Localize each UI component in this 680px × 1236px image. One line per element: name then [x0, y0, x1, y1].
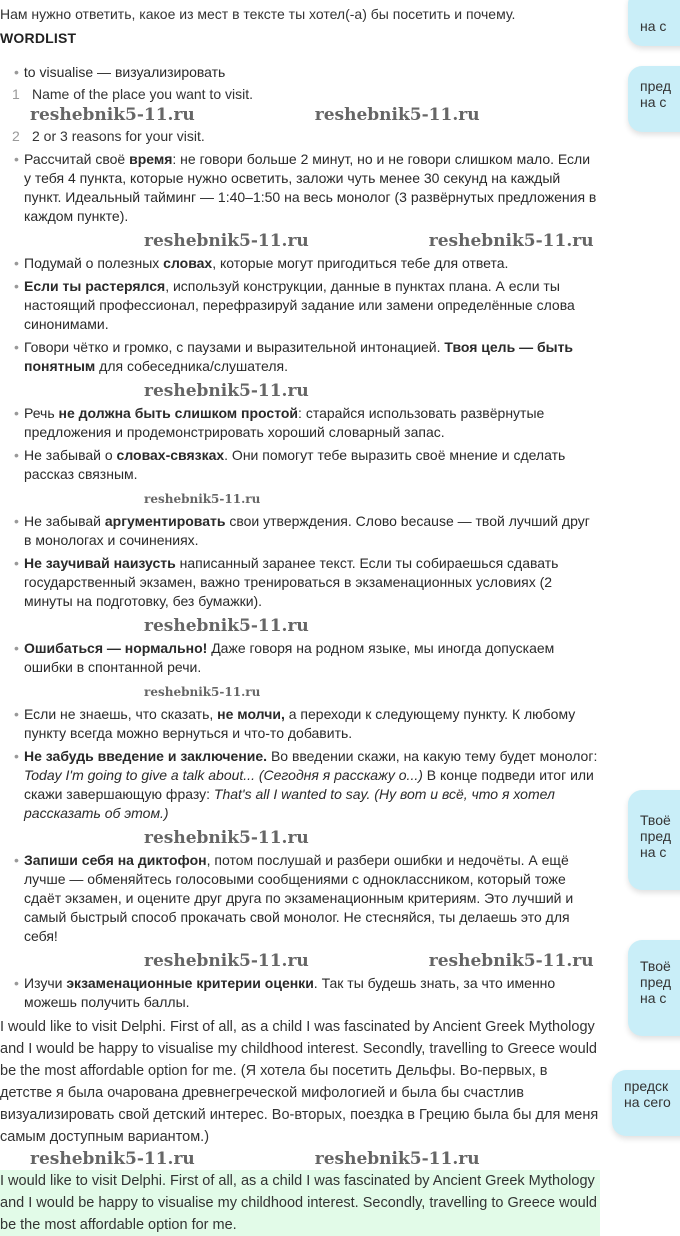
tip-emphasis: словах-связках — [116, 447, 225, 463]
watermark-row — [0, 104, 600, 126]
tip-text: : не говори больше 2 минут, но и не говори слишком мало. Если у тебя 4 пункта, которые нужно осветить, заложи чуть менее 30 секунд на каждый пункт. Идеальный тайминг — 1:40–1:50 на весь монолог (3 развёрнутых предложения в каждом пункте). — [24, 151, 597, 224]
tip-text: Речь — [24, 405, 59, 421]
tip-item — [14, 338, 600, 376]
tip-item — [14, 974, 600, 1012]
watermark-row — [14, 681, 600, 703]
watermark-row — [14, 950, 600, 972]
tip-item — [14, 639, 600, 677]
tip-text: Во введении скажи, на какую тему будет монолог: — [267, 748, 598, 764]
plan-number: 1 — [12, 86, 20, 102]
tip-text: а переходи к следующему пункту. К любому пункту всегда можно вернуться и что-то добавить. — [24, 706, 576, 741]
tip-emphasis: Не заучивай наизусть — [24, 555, 176, 571]
tip-text: Рассчитай своё — [24, 151, 130, 167]
tip-text: . Они помогут тебе выразить своё мнение и сделать рассказ связным. — [24, 447, 566, 482]
tip-text: свои утверждения. Слово because — твой лучший друг в монологах и сочинениях. — [24, 513, 590, 548]
tip-item — [14, 512, 600, 550]
watermark: reshebnik5-11.ru — [314, 1149, 480, 1169]
watermark-row — [14, 827, 600, 849]
chat-bubble[interactable]: Твоё пред на с — [628, 790, 680, 890]
tip-emphasis: Не забудь введение и заключение. — [24, 748, 268, 764]
tip-text: . Так ты будешь знать, за что именно можешь получить баллы. — [24, 975, 556, 1010]
tip-text: , которые могут пригодиться тебе для ответа. — [212, 255, 509, 271]
tip-item — [14, 747, 600, 823]
watermark-row — [14, 488, 600, 510]
tips-list — [14, 150, 600, 1012]
tip-text: Даже говоря на родном языке, мы иногда допускаем ошибки в спонтанной речи. — [24, 640, 555, 675]
tip-text: Говори чётко и громко, с паузами и выразительной интонацией. — [24, 339, 445, 355]
watermark: reshebnik5-11.ru — [144, 828, 309, 848]
watermark: reshebnik5-11.ru — [144, 685, 261, 699]
tip-example: Today I'm going to give a talk about... (Сегодня я расскажу о...) — [24, 767, 423, 783]
tip-text: Не забывай — [24, 513, 105, 529]
answer-highlighted: I would like to visit Delphi. First of all, as a child I was fascinated by Ancient Greek Mythology and I would be happy to visualise my childhood interest. Secondly, travelling to Greece would be the most affordable option for me. — [0, 1170, 600, 1236]
tip-emphasis: не молчи, — [217, 706, 285, 722]
tip-emphasis: Запиши себя на диктофон — [24, 852, 207, 868]
watermark: reshebnik5-11.ru — [144, 231, 309, 251]
tip-emphasis: время — [129, 151, 173, 167]
tip-item — [14, 446, 600, 484]
chat-bubble[interactable]: Твоё пред на с — [628, 940, 680, 1036]
watermark: reshebnik5-11.ru — [144, 492, 261, 506]
chat-bubble[interactable]: предск на сего — [612, 1070, 680, 1136]
tip-emphasis: Если ты растерялся — [24, 278, 166, 294]
tip-item — [14, 554, 600, 611]
tip-emphasis: аргументировать — [104, 513, 226, 529]
watermark: reshebnik5-11.ru — [428, 231, 594, 251]
tip-emphasis: Твоя цель — быть понятным — [24, 339, 574, 374]
tip-text: Изучи — [24, 975, 67, 991]
watermark-row — [14, 230, 600, 252]
plan-text: 2 or 3 reasons for your visit. — [32, 128, 205, 144]
watermark: reshebnik5-11.ru — [30, 105, 195, 125]
watermark-row — [14, 380, 600, 402]
tip-text: : старайся использовать развёрнутые предложения и продемонстрировать хороший словарный запас. — [24, 405, 545, 440]
chat-bubble[interactable]: на с — [628, 0, 680, 46]
watermark-row — [14, 615, 600, 637]
tip-text: написанный заранее текст. Если ты собираешься сдавать государственный экзамен, важно тренироваться в экзаменационных условиях (2 минуты на подготовку, без бумажки). — [24, 555, 559, 609]
watermark: reshebnik5-11.ru — [144, 951, 309, 971]
tip-item — [14, 851, 600, 946]
plan-text: Name of the place you want to visit. — [32, 86, 253, 102]
tip-text: , используй конструкции, данные в пунктах плана. А если ты настоящий профессионал, перефразируй задание или замени определённые слова синонимами. — [24, 278, 575, 332]
tip-item — [14, 404, 600, 442]
vocab-item: • to visualise — визуализировать — [14, 62, 600, 82]
tip-emphasis: словах — [163, 255, 213, 271]
tip-emphasis: не должна быть слишком простой — [58, 405, 299, 421]
tip-text: , потом послушай и разбери ошибки и недочёты. А ещё лучше — обменяйтесь голосовыми сообщениями с одноклассником, который тоже сдаёт экзамен, и оцените друг друга по экзаменационным критериям. Это лучший и самый быстрый способ прокачать свой монолог. Не стесняйся, ты делаешь это для себя! — [24, 852, 574, 944]
tip-text: В конце подведи итог или скажи завершающую фразу: — [24, 767, 594, 802]
tip-emphasis: экзаменационные критерии оценки — [66, 975, 314, 991]
tip-item — [14, 277, 600, 334]
tip-text: Если не знаешь, что сказать, — [24, 706, 218, 722]
watermark: reshebnik5-11.ru — [428, 951, 594, 971]
task-intro: Нам нужно ответить, какое из мест в тексте ты хотел(-а) бы посетить и почему. — [0, 6, 516, 22]
answer-text: I would like to visit Delphi. First of all, as a child I was fascinated by Ancient Greek Mythology and I would be happy to visualise my childhood interest. Secondly, travelling to Greece would be the most affordable option for me. (Я хотела бы посетить Дельфы. Во-первых, в детстве я была очарована древнегреческой мифологией и была бы счастлив визуализировать свой детский интерес. Во-вторых, поездка в Грецию была бы для меня самым доступным вариантом.) — [0, 1019, 599, 1145]
wordlist-heading: WORDLIST — [0, 30, 77, 46]
tip-text: Не забывай о — [24, 447, 117, 463]
tip-example: That's all I wanted to say. (Ну вот и всё, что я хотел рассказать об этом.) — [24, 786, 555, 821]
plan-item-1 — [12, 84, 600, 104]
tip-item — [14, 254, 600, 273]
tip-text: для собеседника/слушателя. — [95, 358, 288, 374]
watermark: reshebnik5-11.ru — [30, 1149, 195, 1169]
watermark: reshebnik5-11.ru — [144, 381, 309, 401]
tip-emphasis: Ошибаться — нормально! — [24, 640, 208, 656]
tip-item — [14, 150, 600, 226]
tip-item — [14, 705, 600, 743]
watermark-row — [0, 1148, 600, 1170]
chat-bubble[interactable]: пред на с — [628, 66, 680, 132]
tip-text: Подумай о полезных — [24, 255, 164, 271]
watermark: reshebnik5-11.ru — [144, 616, 309, 636]
watermark: reshebnik5-11.ru — [314, 105, 480, 125]
plan-number: 2 — [12, 128, 20, 144]
plan-item-2 — [12, 126, 600, 146]
